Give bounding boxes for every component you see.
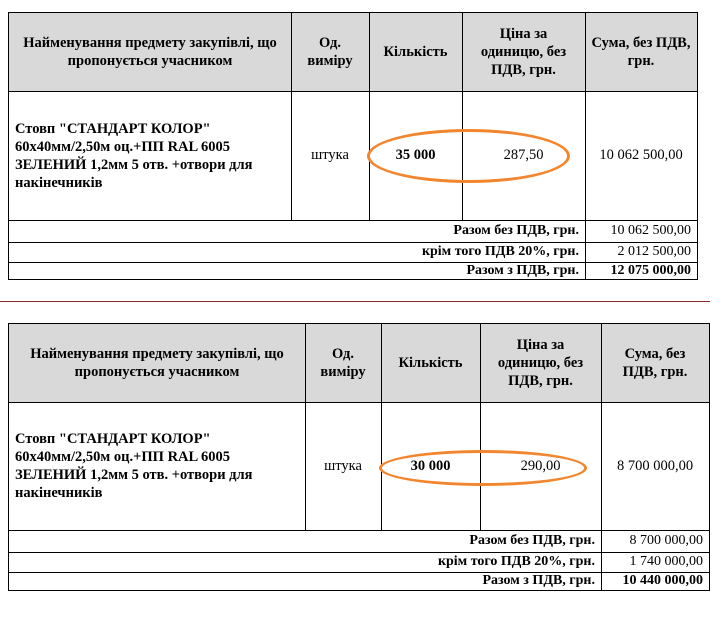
header-quantity: Кількість <box>381 324 480 402</box>
col-divider <box>369 13 370 220</box>
header-name: Найменування предмету закупівлі, що пропонується учасником <box>9 324 305 402</box>
header-price: Ціна за одиницю, без ПДВ, грн. <box>462 13 585 91</box>
total-without-vat-label: Разом без ПДВ, грн. <box>453 223 579 238</box>
item-name: Стовп "СТАНДАРТ КОЛОР" 60х40мм/2,50м оц.+ПП RAL 6005 ЗЕЛЕНИЙ 1,2мм 5 отв. +отвори для накінечників <box>15 431 253 501</box>
total-without-vat-label: Разом без ПДВ, грн. <box>469 533 595 548</box>
total-with-vat-label: Разом з ПДВ, грн. <box>466 262 579 278</box>
item-price: 290,00 <box>520 457 561 474</box>
item-price: 287,50 <box>503 147 544 163</box>
col-divider <box>381 324 382 530</box>
row-divider <box>9 242 697 243</box>
col-divider <box>585 13 586 279</box>
header-price: Ціна за одиницю, без ПДВ, грн. <box>480 324 601 402</box>
col-divider <box>480 324 481 530</box>
vat-label: крім того ПДВ 20%, грн. <box>421 244 579 259</box>
vat-value: 2 012 500,00 <box>617 244 691 259</box>
header-sum: Сума, без ПДВ, грн. <box>585 13 697 91</box>
price-table-2 <box>8 323 710 591</box>
section-divider <box>0 301 710 302</box>
col-divider <box>601 324 602 590</box>
header-unit: Од. виміру <box>305 324 381 402</box>
row-divider <box>9 552 709 553</box>
total-with-vat-value: 12 075 000,00 <box>610 262 691 278</box>
row-divider <box>9 572 709 573</box>
row-divider <box>9 262 697 263</box>
item-sum: 10 062 500,00 <box>599 147 683 163</box>
total-with-vat-value: 10 440 000,00 <box>622 573 703 588</box>
header-sum: Сума, без ПДВ, грн. <box>601 324 709 402</box>
row-divider <box>9 91 697 92</box>
row-divider <box>9 402 709 403</box>
item-quantity: 30 000 <box>410 457 451 474</box>
col-divider <box>291 13 292 220</box>
vat-value: 1 740 000,00 <box>629 554 703 569</box>
header-quantity: Кількість <box>369 13 462 91</box>
col-divider <box>462 13 463 220</box>
item-unit: штука <box>324 457 362 474</box>
row-divider <box>9 530 709 531</box>
total-with-vat-label: Разом з ПДВ, грн. <box>482 573 595 588</box>
header-name: Найменування предмету закупівлі, що пропонується учасником <box>9 13 291 91</box>
vat-label: крім того ПДВ 20%, грн. <box>437 554 595 569</box>
item-unit: штука <box>311 147 349 163</box>
col-divider <box>305 324 306 530</box>
header-unit: Од. виміру <box>291 13 369 91</box>
total-without-vat-value: 8 700 000,00 <box>629 533 703 548</box>
item-quantity: 35 000 <box>395 147 436 163</box>
price-table-1 <box>8 12 698 280</box>
item-sum: 8 700 000,00 <box>616 457 694 474</box>
row-divider <box>9 220 697 221</box>
total-without-vat-value: 10 062 500,00 <box>610 223 691 238</box>
item-name: Стовп "СТАНДАРТ КОЛОР" 60х40мм/2,50м оц.+ПП RAL 6005 ЗЕЛЕНИЙ 1,2мм 5 отв. +отвори для накінечників <box>15 120 253 191</box>
